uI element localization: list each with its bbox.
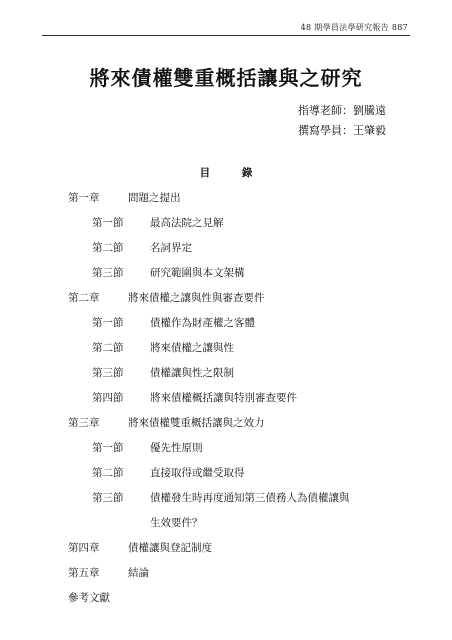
toc-number: 第五章 — [68, 567, 100, 579]
toc-text: 最高法院之見解 — [150, 217, 224, 229]
toc-text: 債權讓與登記制度 — [128, 542, 212, 554]
toc-number: 第一節 — [92, 217, 124, 229]
toc-text: 直接取得或繼受取得 — [150, 467, 245, 479]
running-header: 48 期學員法學研究報告 887 — [300, 23, 408, 32]
toc-text: 將來債權概括讓與特別審查要件 — [150, 392, 297, 404]
toc-section — [92, 440, 203, 455]
toc-number: 第一節 — [92, 442, 124, 454]
toc-section-continuation — [92, 515, 203, 530]
toc-chapter-2 — [68, 290, 265, 305]
toc-section — [92, 465, 245, 480]
toc-chapter-3 — [68, 415, 265, 430]
toc-number: 第三章 — [68, 417, 100, 429]
toc-references — [68, 590, 110, 605]
toc-chapter-1 — [68, 190, 181, 205]
toc-text: 將來債權之讓與性與審查要件 — [128, 292, 265, 304]
toc-section — [92, 240, 192, 255]
toc-chapter-5 — [68, 565, 149, 580]
toc-number: 第三節 — [92, 267, 124, 279]
toc-text: 債權讓與性之限制 — [150, 367, 234, 379]
toc-heading: 目 錄 — [199, 167, 253, 179]
toc-section — [92, 315, 255, 330]
toc-text: 將來債權雙重概括讓與之效力 — [128, 417, 265, 429]
author-block — [298, 101, 386, 141]
toc-text: 將來債權之讓與性 — [150, 342, 234, 354]
advisor-line: 指導老師：劉騰遠 — [298, 104, 386, 117]
toc-text: 問題之提出 — [128, 192, 181, 204]
toc-number: 第二章 — [68, 292, 100, 304]
toc-text: 結論 — [128, 567, 149, 579]
toc-number: 第三節 — [92, 492, 124, 504]
toc-section — [92, 215, 224, 230]
toc-text: 研究範圍與本文架構 — [150, 267, 245, 279]
toc-text: 參考文獻 — [68, 592, 110, 604]
toc-chapter-4 — [68, 540, 212, 555]
toc-section — [92, 390, 297, 405]
header-rule — [42, 35, 410, 36]
toc-section — [92, 340, 234, 355]
toc-number: 第二節 — [92, 467, 124, 479]
toc-number: 第四章 — [68, 542, 100, 554]
toc-text: 名詞界定 — [150, 242, 192, 254]
toc-text: 生效要件？ — [150, 517, 203, 529]
toc-number: 第三節 — [92, 367, 124, 379]
toc-text: 債權發生時再度通知第三債務人為債權讓與 — [150, 492, 350, 504]
toc-section — [92, 490, 350, 505]
toc-number: 第一章 — [68, 192, 100, 204]
toc-section — [92, 265, 245, 280]
toc-text: 債權作為財產權之客體 — [150, 317, 255, 329]
toc-number: 第四節 — [92, 392, 124, 404]
toc-number: 第一節 — [92, 317, 124, 329]
toc-number: 第二節 — [92, 342, 124, 354]
toc-text: 優先性原則 — [150, 442, 203, 454]
student-line: 撰寫學員：王肇毅 — [298, 124, 386, 137]
toc-section — [92, 365, 234, 380]
page-title: 將來債權雙重概括讓與之研究 — [89, 66, 363, 90]
toc-number: 第二節 — [92, 242, 124, 254]
